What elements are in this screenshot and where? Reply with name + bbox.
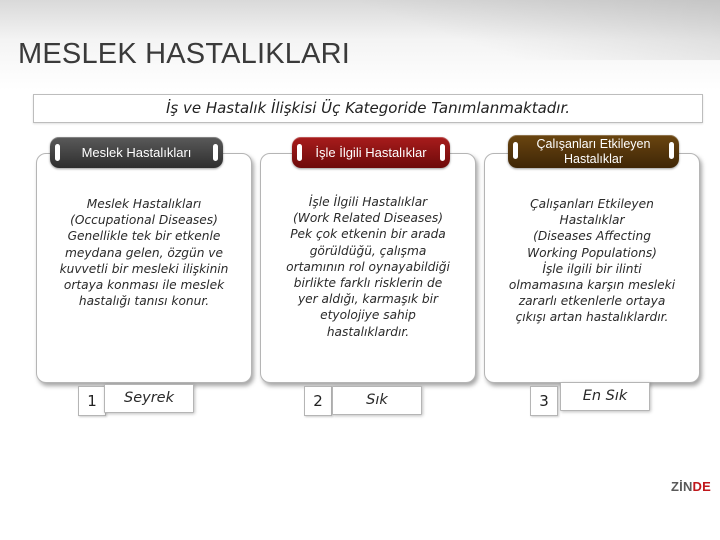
description-line: hastalığı tanısı konur. bbox=[78, 294, 210, 309]
card-description bbox=[491, 196, 693, 326]
description-line: çıkışı artan hastalıklardır. bbox=[515, 310, 669, 325]
pill-pin-icon bbox=[440, 144, 445, 161]
description-line: zararlı etkenlerle ortaya bbox=[518, 294, 666, 309]
description-line: Meslek Hastalıkları bbox=[86, 197, 202, 211]
description-line: yer aldığı, karmaşık bir bbox=[297, 292, 439, 307]
subtitle-box bbox=[33, 94, 703, 123]
description-line: Working Populations) bbox=[527, 245, 657, 260]
category-header-label: Meslek Hastalıkları bbox=[81, 145, 192, 160]
frequency-label: Seyrek bbox=[104, 384, 194, 413]
category-number: 3 bbox=[530, 386, 558, 416]
description-line: birlikte farklı risklerin de bbox=[293, 276, 443, 291]
pill-pin-icon bbox=[669, 142, 674, 159]
description-line: Genellikle tek bir etkenle bbox=[67, 229, 221, 244]
description-line: İşle İlgili Hastalıklar bbox=[308, 195, 428, 209]
category-card-occupational bbox=[36, 153, 252, 383]
category-header-label: Çalışanları Etkileyen Hastalıklar bbox=[536, 137, 651, 166]
pill-pin-icon bbox=[55, 144, 60, 161]
category-card-working-populations bbox=[484, 153, 700, 383]
description-line: ortamının rol oynayabildiği bbox=[286, 259, 450, 274]
description-line: ortaya konması ile meslek bbox=[63, 278, 225, 293]
category-number: 1 bbox=[78, 386, 106, 416]
category-header-working-populations bbox=[508, 135, 679, 168]
card-description bbox=[267, 194, 469, 340]
description-line: (Work Related Diseases) bbox=[293, 211, 443, 226]
description-line: İşle ilgili bir ilinti bbox=[542, 261, 642, 276]
description-line: meydana gelen, özgün ve bbox=[64, 245, 224, 260]
description-line: Çalışanları Etkileyen bbox=[530, 197, 654, 211]
description-line: etyolojiye sahip bbox=[320, 308, 416, 323]
page-title: MESLEK HASTALIKLARI bbox=[18, 38, 351, 70]
description-line: görüldüğü, çalışma bbox=[309, 243, 427, 258]
frequency-label: En Sık bbox=[560, 382, 650, 411]
category-number: 2 bbox=[304, 386, 332, 416]
description-line: (Occupational Diseases) bbox=[70, 213, 218, 228]
brand-logo bbox=[671, 479, 711, 494]
pill-pin-icon bbox=[513, 142, 518, 159]
brand-text-part1: ZİN bbox=[671, 479, 693, 494]
subtitle-text: İş ve Hastalık İlişkisi Üç Kategoride Tanımlanmaktadır. bbox=[165, 99, 571, 117]
description-line: Pek çok etkenin bir arada bbox=[290, 227, 446, 242]
description-line: (Diseases Affecting bbox=[533, 229, 651, 244]
category-header-label: İşle İlgili Hastalıklar bbox=[315, 145, 427, 160]
description-line: kuvvetli bir mesleki ilişkinin bbox=[59, 261, 229, 276]
frequency-label: Sık bbox=[332, 386, 422, 415]
description-line: hastalıklardır. bbox=[326, 324, 410, 339]
category-header-occupational bbox=[50, 137, 223, 168]
brand-text-part2: DE bbox=[692, 479, 712, 494]
category-header-work-related bbox=[292, 137, 450, 168]
category-card-work-related bbox=[260, 153, 476, 383]
pill-pin-icon bbox=[213, 144, 218, 161]
pill-pin-icon bbox=[297, 144, 302, 161]
card-description bbox=[43, 196, 245, 309]
description-line: Hastalıklar bbox=[559, 213, 625, 228]
description-line: olmamasına karşın mesleki bbox=[508, 278, 676, 293]
